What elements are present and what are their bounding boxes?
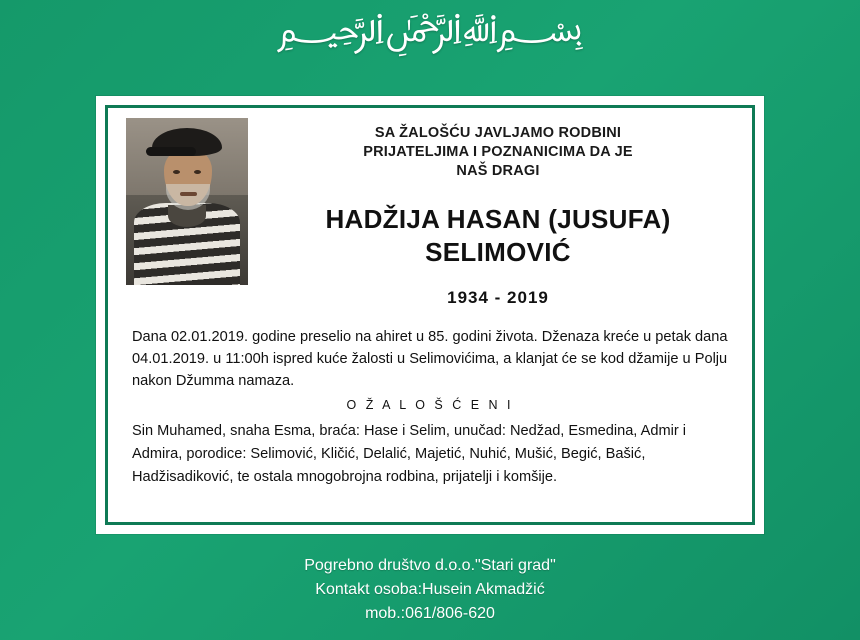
photo-mouth xyxy=(180,192,197,196)
mourners-heading: O Ž A L O Š Ć E N I xyxy=(346,398,514,413)
header-row xyxy=(126,118,734,308)
deceased-name xyxy=(262,203,734,267)
life-years: 1934 - 2019 xyxy=(447,287,549,307)
photo-eye-right xyxy=(194,170,201,174)
announcement-line-3: NAŠ DRAGI xyxy=(456,163,540,180)
announcement-block xyxy=(262,118,734,308)
obituary-card xyxy=(96,96,764,534)
funeral-details-text: Dana 02.01.2019. godine preselio na ahiret u 85. godini života. Dženaza kreće u petak dana 04.01.2019. u 11:00h ispred kuće žalosti u Selimovićima, a klanjat će se kod džamije u Polju nakon Džumma namaza. xyxy=(132,328,728,390)
announcement-line-2: PRIJATELJIMA I POZNANICIMA DA JE xyxy=(363,144,633,161)
poster-footer xyxy=(0,554,860,626)
announcement-line-1: SA ŽALOŠĆU JAVLJAMO RODBINI xyxy=(374,125,622,141)
contact-person: Kontakt osoba:Husein Akmadžić xyxy=(315,581,545,598)
photo-eye-left xyxy=(173,170,180,174)
contact-phone: mob.:061/806-620 xyxy=(365,605,495,622)
funeral-company-name: Pogrebno društvo d.o.o."Stari grad" xyxy=(304,557,556,574)
obituary-card-border xyxy=(105,105,755,525)
portrait-photo xyxy=(126,118,248,285)
deceased-name-line-1: HADŽIJA HASAN (JUSUFA) xyxy=(325,204,671,235)
arabic-calligraphy-icon: ﷽ xyxy=(276,5,584,51)
family-members-text: Sin Muhamed, snaha Esma, braća: Hase i Selim, unučad: Nedžad, Esmedina, Admir i Admira, porodice: Selimović, Kličić, Delalić, Majetić, Nuhić, Mušić, Begić, Bašić, Hadžisadiković, te ostala mnogobrojna rodbina, prijatelji i komšije. xyxy=(132,423,687,485)
deceased-name-line-2: SELIMOVIĆ xyxy=(425,236,571,267)
